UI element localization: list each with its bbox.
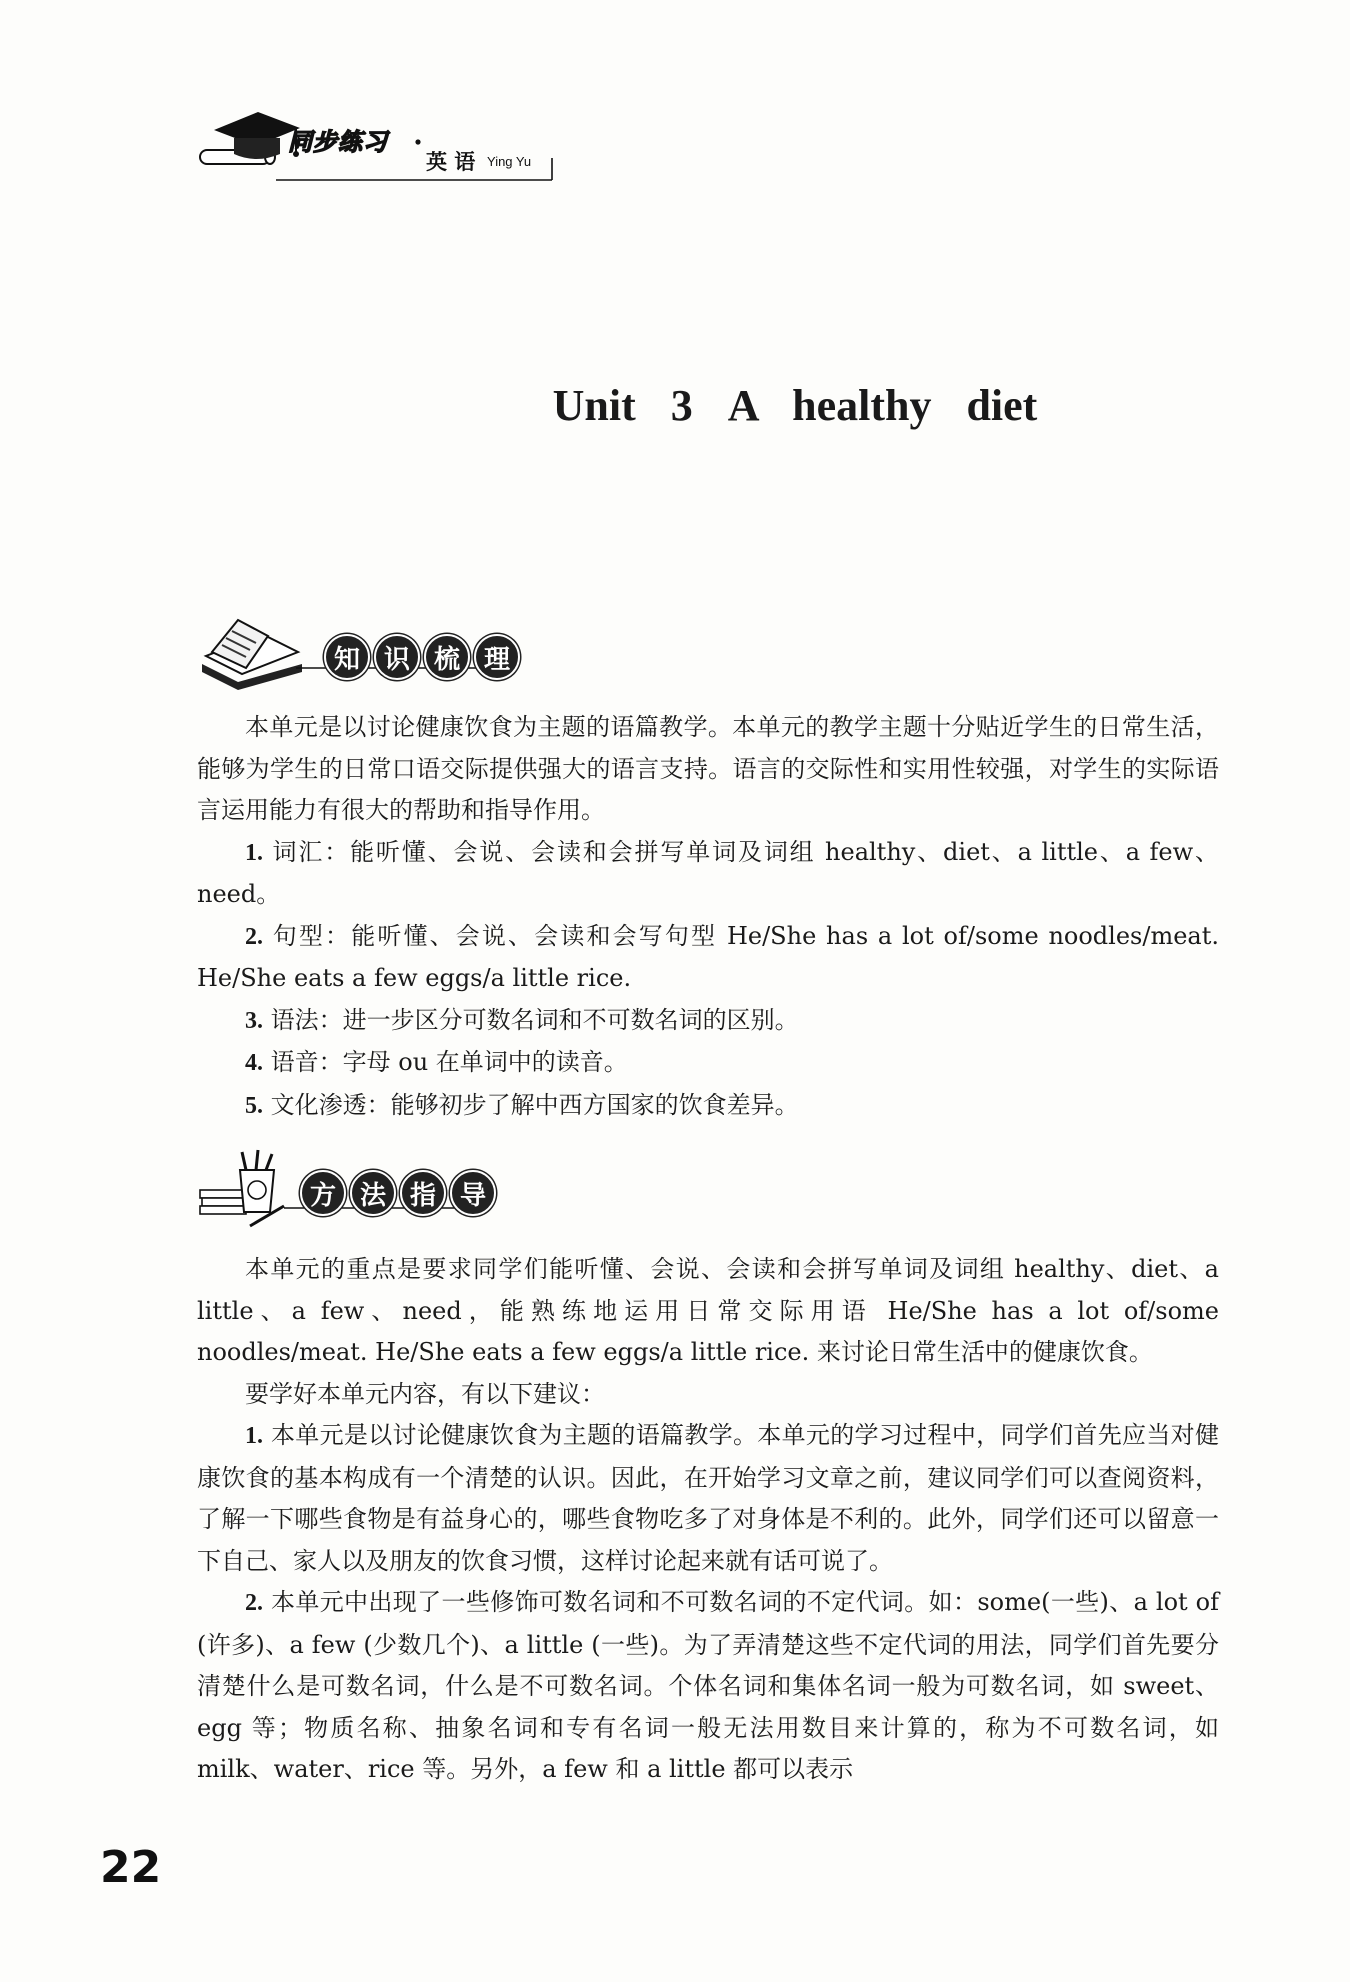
section-title-char: 理 (474, 634, 520, 680)
paragraph: 要学好本单元内容，有以下建议： (245, 1379, 605, 1408)
series-title: 同步练习 (288, 128, 388, 156)
item-text: 本单元中出现了一些修饰可数名词和不可数名词的不定代词。如：some(一些)、a lot of (许多)、a few (少数几个)、a little (一些)。为了弄清楚这些不定代词的用法，同学们首先要分清楚什么是可数名词，什么是不可数名词。个体名词和集体名词一般为可数名词，如 sweet、egg 等；物质名称、抽象名词和专有名词一般无法用数目来计算的，称为不可数名词，如 milk、water、rice 等。另外，a few 和 a little 都可以表示 (197, 1588, 1219, 1783)
section-banner-method (198, 1148, 498, 1228)
item-number: 2. (245, 1590, 263, 1616)
list-item (197, 1000, 1219, 1043)
item-number: 3. (245, 1007, 263, 1034)
item-text: 语法：进一步区分可数名词和不可数名词的区别。 (263, 1005, 799, 1034)
item-number: 4. (245, 1050, 263, 1076)
section-title-char: 梳 (424, 634, 470, 680)
item-text: 文化渗透：能够初步了解中西方国家的饮食差异。 (263, 1090, 799, 1119)
item-text: 句型：能听懂、会说、会读和会写句型 He/She has a lot of/some noodles/meat. He/She eats a few eggs/a little rice. (197, 921, 1219, 992)
section-banner-knowledge (198, 612, 518, 692)
unit-name: A healthy diet (727, 381, 1038, 430)
item-number: 1. (245, 839, 263, 866)
page-number: 22 (100, 1842, 162, 1893)
series-header (196, 108, 556, 188)
list-item (197, 1042, 1219, 1085)
list-item (197, 1582, 1219, 1791)
list-item (197, 832, 1219, 916)
section-title-char: 指 (400, 1170, 446, 1216)
item-text: 词汇：能听懂、会说、会读和会拼写单词及词组 healthy、diet、a little、a few、need。 (197, 837, 1219, 908)
unit-number: Unit 3 (552, 381, 693, 430)
list-item (197, 1415, 1219, 1582)
paragraph: 本单元的重点是要求同学们能听懂、会说、会读和会拼写单词及词组 healthy、diet、a little、a few、need，能熟练地运用日常交际用语 He/She has a lot of/some noodles/meat. He/She eats a few eggs/a little rice. 来讨论日常生活中的健康饮食。 (197, 1255, 1219, 1366)
list-item (197, 916, 1219, 1000)
section-method-body (197, 1249, 1219, 1791)
item-number: 2. (245, 923, 263, 950)
section-title-char: 法 (350, 1170, 396, 1216)
item-number: 5. (245, 1092, 263, 1119)
section-title-char: 方 (300, 1170, 346, 1216)
section-knowledge-body (197, 707, 1219, 1127)
section-title (300, 1170, 496, 1216)
item-text: 本单元是以讨论健康饮食为主题的语篇教学。本单元的学习过程中，同学们首先应当对健康饮食的基本构成有一个清楚的认识。因此，在开始学习文章之前，建议同学们可以查阅资料，了解一下哪些食物是有益身心的，哪些食物吃多了对身体是不利的。此外，同学们还可以留意一下自己、家人以及朋友的饮食习惯，这样讨论起来就有话可说了。 (197, 1421, 1219, 1575)
subject-label: 英 语 (426, 150, 476, 174)
section-title-char: 知 (324, 634, 370, 680)
section-title-char: 识 (374, 634, 420, 680)
item-text: 语音：字母 ou 在单词中的读音。 (263, 1048, 628, 1076)
list-item (197, 1085, 1219, 1128)
section-title-char: 导 (450, 1170, 496, 1216)
item-number: 1. (245, 1423, 263, 1449)
section-title (324, 634, 520, 680)
paragraph: 本单元是以讨论健康饮食为主题的语篇教学。本单元的教学主题十分贴近学生的日常生活，能够为学生的日常口语交际提供强大的语言支持。语言的交际性和实用性较强，对学生的实际语言运用能力有很大的帮助和指导作用。 (197, 713, 1219, 824)
page-title (0, 380, 1350, 431)
subject-pinyin: Ying Yu (487, 154, 532, 169)
